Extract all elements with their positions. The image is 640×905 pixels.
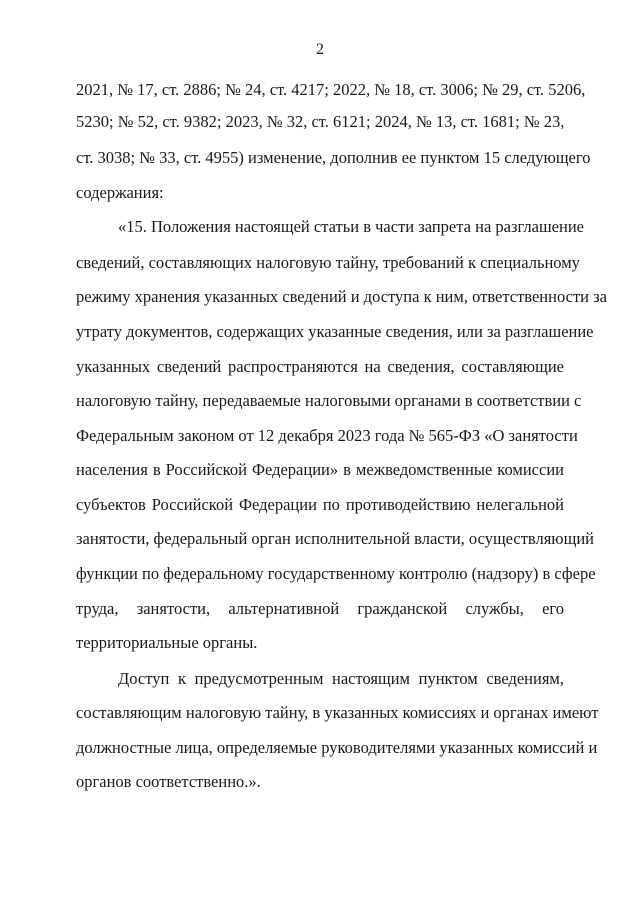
text-line: Федеральным законом от 12 декабря 2023 года № 565-ФЗ «О занятости [76,426,578,445]
text-line: населения в Российской Федерации» в межведомственные комиссии [76,460,564,479]
text-line: 5230; № 52, ст. 9382; 2023, № 32, ст. 6121; 2024, № 13, ст. 1681; № 23, [76,112,565,131]
text-line: ст. 3038; № 33, ст. 4955) изменение, дополнив ее пунктом 15 следующего [76,148,591,167]
text-line: содержания: [76,183,164,202]
text-line: утрату документов, содержащих указанные сведения, или за разглашение [76,322,594,341]
text-line: территориальные органы. [76,633,258,652]
text-line: должностные лица, определяемые руководителями указанных комиссий и [76,738,598,757]
text-line: субъектов Российской Федерации по противодействию нелегальной [76,495,564,514]
text-line: сведений, составляющих налоговую тайну, требований к специальному [76,253,580,272]
text-line: труда, занятости, альтернативной гражданской службы, его [76,599,564,618]
text-line: указанных сведений распространяются на сведения, составляющие [76,357,564,376]
text-line: Доступ к предусмотренным настоящим пунктом сведениям, [118,669,564,688]
text-line: налоговую тайну, передаваемые налоговыми органами в соответствии с [76,391,582,410]
text-line: 2021, № 17, ст. 2886; № 24, ст. 4217; 2022, № 18, ст. 3006; № 29, ст. 5206, [76,80,586,99]
text-line: составляющим налоговую тайну, в указанных комиссиях и органах имеют [76,703,599,722]
text-line: занятости, федеральный орган исполнительной власти, осуществляющий [76,529,595,548]
text-line: функции по федеральному государственному контролю (надзору) в сфере [76,564,596,583]
page-number: 2 [316,41,324,58]
text-line: режиму хранения указанных сведений и доступа к ним, ответственности за [76,287,607,306]
text-line: «15. Положения настоящей статьи в части запрета на разглашение [118,217,584,236]
text-line: органов соответственно.». [76,772,261,791]
